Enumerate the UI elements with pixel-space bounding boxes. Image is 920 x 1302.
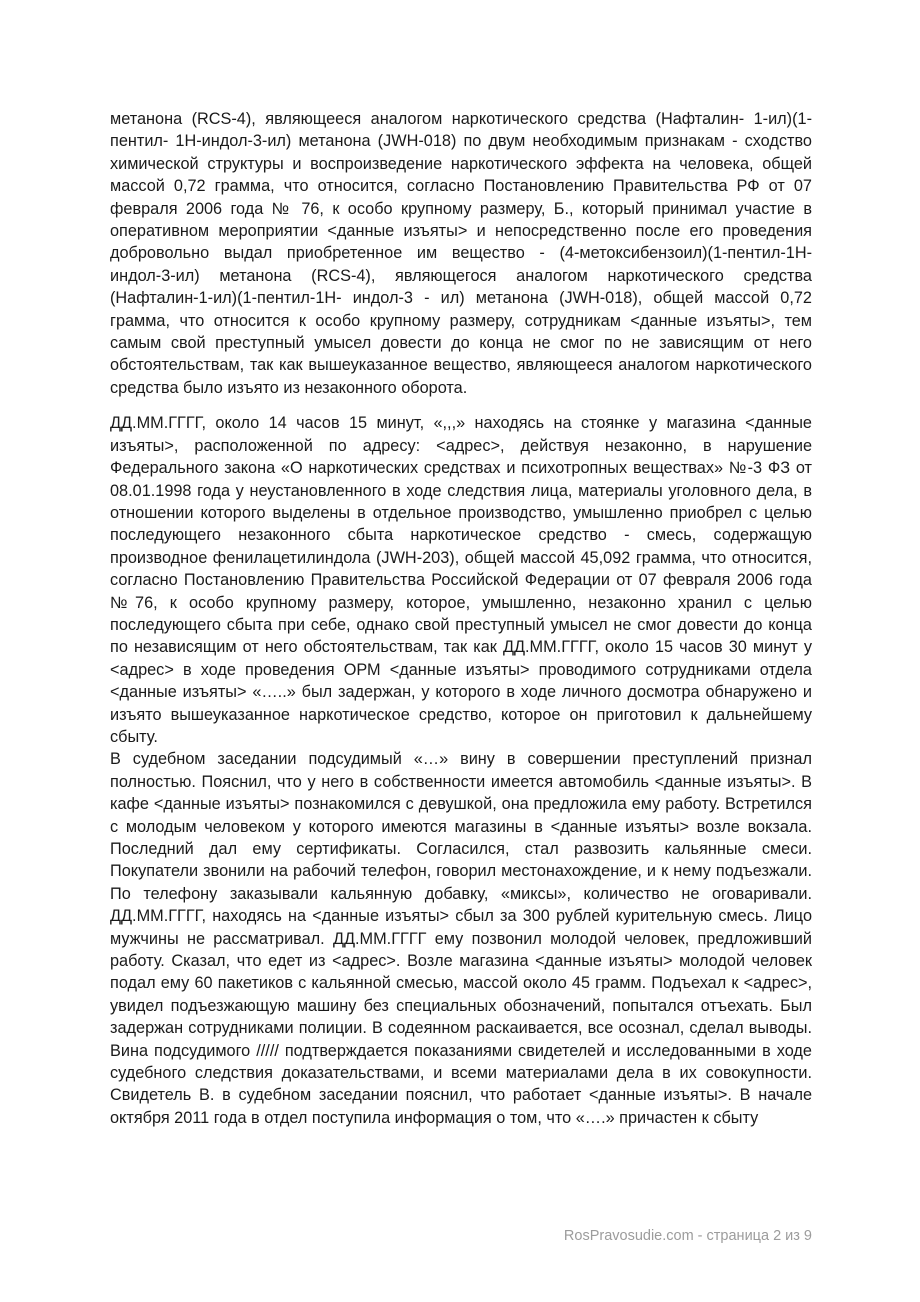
page-footer: RosPravosudie.com - страница 2 из 9 [563, 1228, 812, 1244]
paragraph: ДД.ММ.ГГГГ, около 14 часов 15 минут, «,,,» находясь на стоянке у магазина <данные изъяты>, расположенной по адресу: <адрес>, действуя незаконно, в нарушение Федерального закона «О наркотических средствах и психотропных веществах» №-3 ФЗ от 08.01.1998 года у неустановленного в ходе следствия лица, материалы уголовного дела, в отношении которого выделены в отдельное производство, умышленно приобрел с целью последующего незаконного сбыта наркотическое средство - смесь, содержащую производное фенилацетилиндола (JWH-203), общей массой 45,092 грамма, что относится, согласно Постановлению Правительства Российской Федерации от 07 февраля 2006 года №76, к особо крупному размеру, которое, умышленно, незаконно хранил с целью последующего сбыта при себе, однако свой преступный умысел не смог довести до конца по независящим от него обстоятельствам, так как ДД.ММ.ГГГГ, около 15 часов 30 минут у <адрес> в ходе проведения ОРМ <данные изъяты> проводимого сотрудниками отдела <данные изъяты> «…..» был задержан, у которого в ходе личного досмотра обнаружено и изъято вышеуказанное наркотическое средство, которое он приготовил к дальнейшему сбыту. В судебном заседании подсудимый «…» вину в совершении преступлений признал полностью. Пояснил, что у него в собственности имеется автомобиль <данные изъяты>. В кафе <данные изъяты> познакомился с девушкой, она предложила ему работу. Встретился с молодым человеком у которого имеются магазины в <данные изъяты> возле вокзала. Последний дал ему сертификаты. Согласился, стал развозить кальянные смеси. Покупатели звонили на рабочий телефон, говорил местонахождение, и к нему подъезжали. По телефону заказывали кальянную добавку, «миксы», количество не оговаривали. ДД.ММ.ГГГГ, находясь на <данные изъяты> сбыл за 300 рублей курительную смесь. Лицо мужчины не рассматривал. ДД.ММ.ГГГГ ему позвонил молодой человек, предложивший работу. Сказал, что едет из <адрес>. Возле магазина <данные изъяты> молодой человек подал ему 60 пакетиков с кальянной смесью, массой около 45 грамм. Подъехал к <адрес>, увидел подъезжающую машину без специальных обозначений, попытался отъехать. Был задержан сотрудниками полиции. В содеянном раскаивается, все осознал, сделал выводы. Вина подсудимого ///// подтверждается показаниями свидетелей и исследованными в ходе судебного следствия доказательствами, и всеми материалами дела в их совокупности. Свидетель В. в судебном заседании пояснил, что работает <данные изъяты>. В начале октября 2011 года в отдел поступила информация о том, что «….» причастен к сбыту [110, 414, 812, 1127]
document-body [110, 108, 812, 1129]
paragraph: метанона (RCS-4), являющееся аналогом наркотического средства (Нафталин- 1-ил)(1-пентил- 1Н-индол-3-ил) метанона (JWH-018) по двум необходимым признакам - сходство химической структуры и воспроизведение наркотического эффекта на человека, общей массой 0,72 грамма, что относится, согласно Постановлению Правительства РФ от 07 февраля 2006 года № 76, к особо крупному размеру, Б., который принимал участие в оперативном мероприятии <данные изъяты> и непосредственно после его проведения добровольно выдал приобретенное им вещество - (4-метоксибензоил)(1-пентил-1Н-индол-3-ил) метанона (RCS-4), являющегося аналогом наркотического средства (Нафталин-1-ил)(1-пентил-1Н- индол-3 - ил) метанона (JWH-018), общей массой 0,72 грамма, что относится к особо крупному размеру, сотрудникам <данные изъяты>, тем самым свой преступный умысел довести до конца не смог по не зависящим от него обстоятельствам, так как вышеуказанное вещество, являющееся аналогом наркотического средства было изъято из незаконного оборота. [110, 110, 812, 397]
